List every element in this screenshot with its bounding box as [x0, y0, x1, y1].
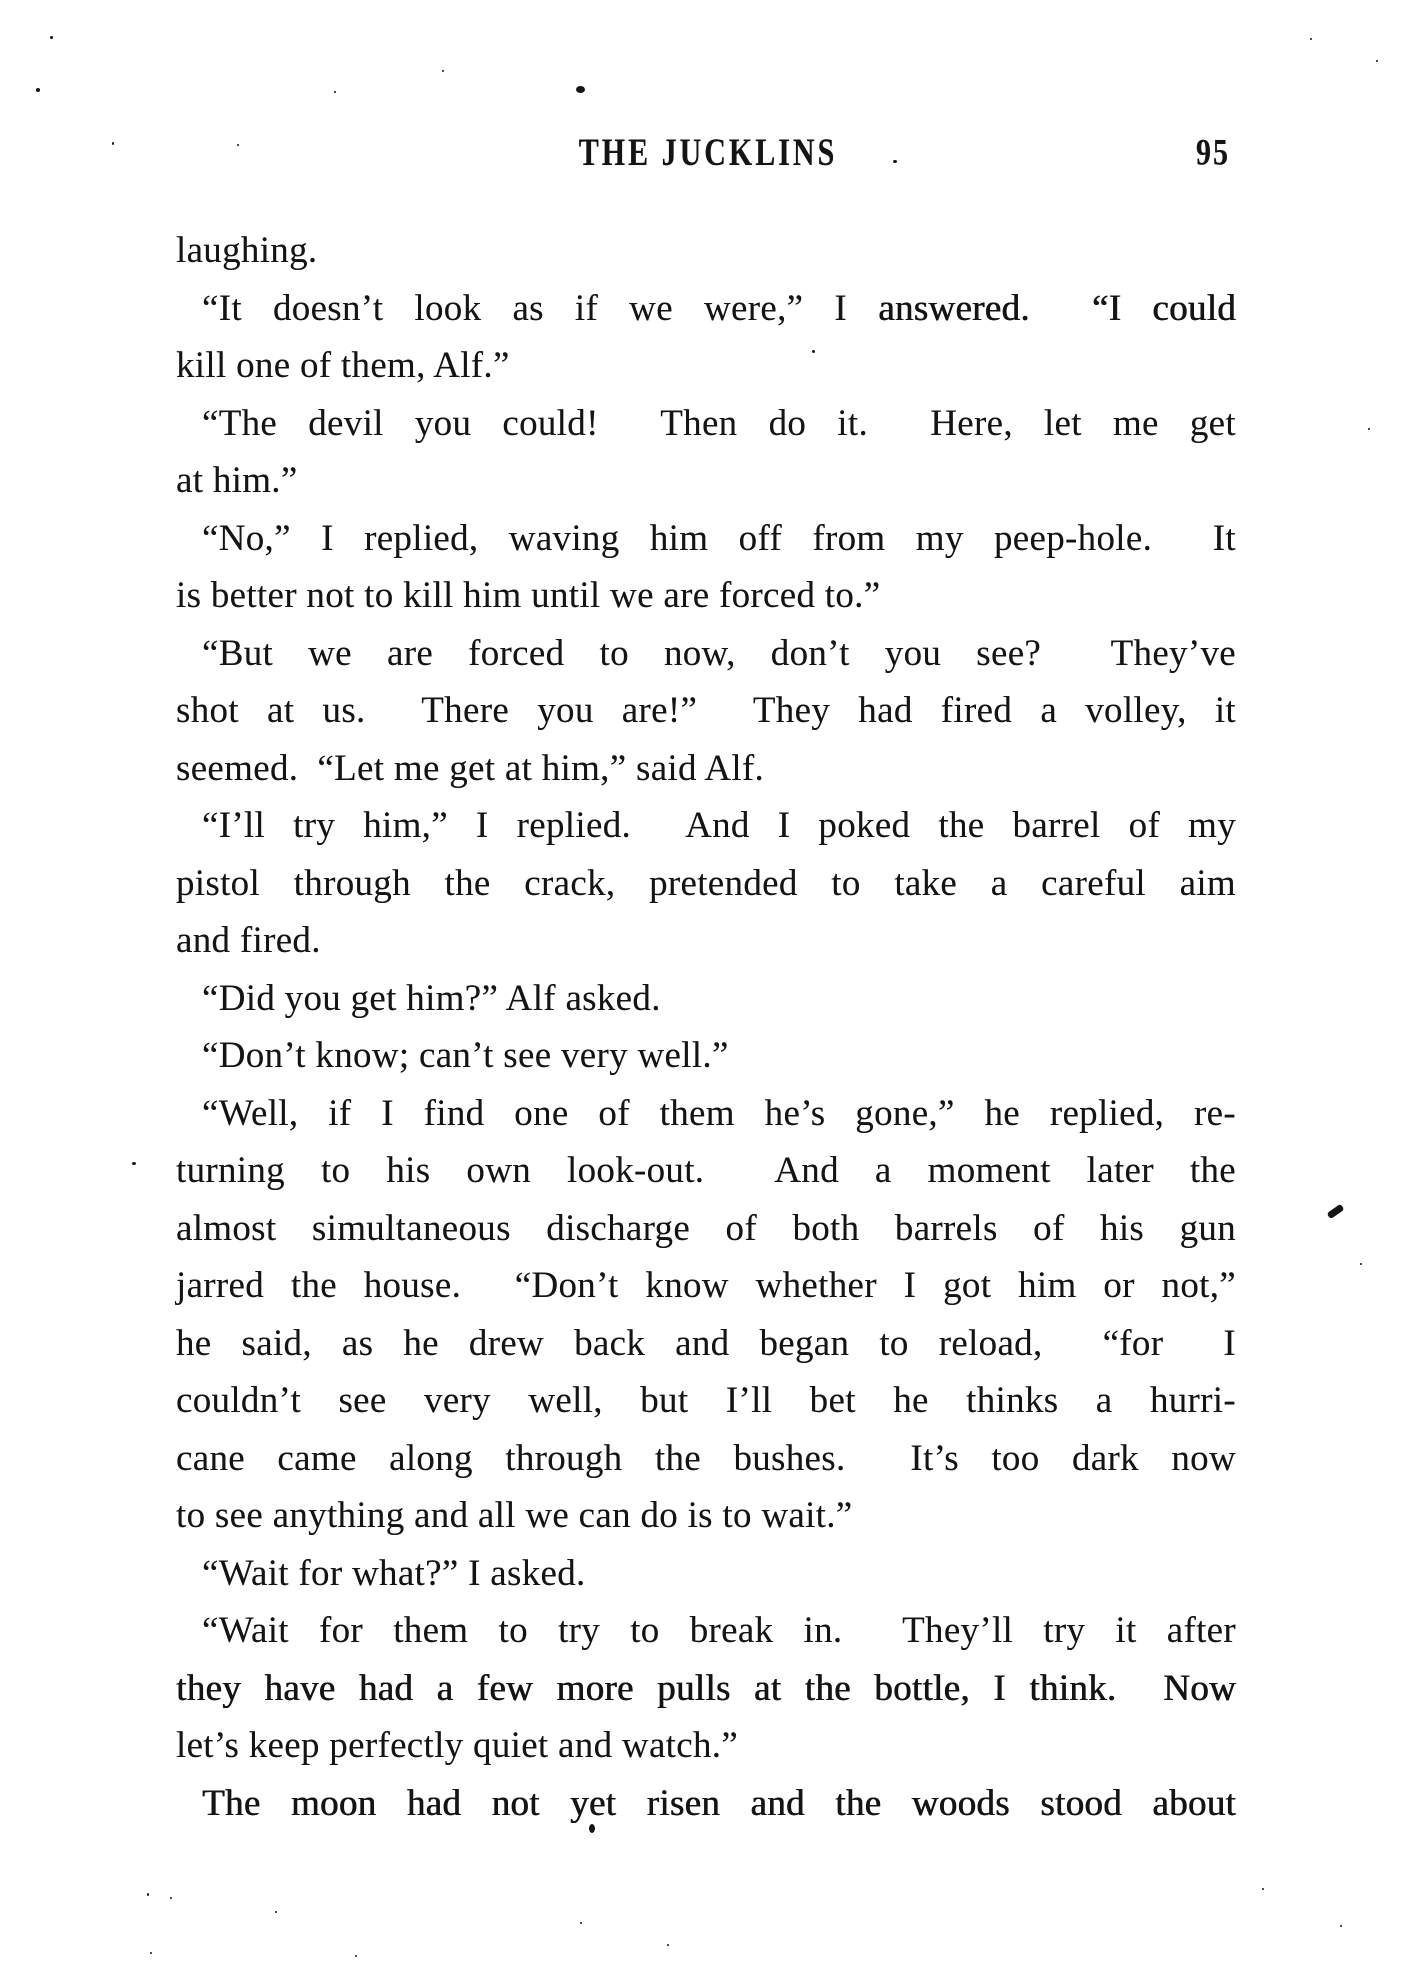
- text-line: they have had a few more pulls at the bottle, I think. Now: [176, 1667, 1236, 1709]
- text-line: “I’ll try him,” I replied. And I poked the barrel of my: [202, 805, 1236, 846]
- page-number: 95: [1196, 132, 1230, 174]
- ink-speck: [812, 350, 815, 353]
- text-line: seemed. “Let me get at him,” said Alf.: [176, 747, 765, 789]
- ink-speck: [442, 70, 444, 72]
- ink-speck: [112, 142, 114, 145]
- ink-speck: [132, 1162, 136, 1165]
- text-line: almost simultaneous discharge of both barrels of his gun: [176, 1207, 1236, 1249]
- text-line: “The devil you could! Then do it. Here, let me get: [202, 402, 1236, 444]
- text-block: [176, 222, 1236, 1832]
- ink-speck: [580, 1922, 582, 1924]
- text-line: “Don’t know; can’t see very well.”: [202, 1035, 729, 1076]
- text-line: couldn’t see very well, but I’ll bet he thinks a hurri-: [176, 1380, 1236, 1421]
- text-line: he said, as he drew back and began to reload, “for I: [176, 1322, 1236, 1364]
- text-line: and fired.: [176, 920, 321, 961]
- ink-speck: [1262, 1888, 1264, 1890]
- ink-speck: [50, 36, 53, 39]
- ink-speck: [1310, 38, 1312, 40]
- text-line: turning to his own look-out. And a moment later the: [176, 1150, 1236, 1191]
- running-head-title: THE JUCKLINS: [578, 131, 838, 174]
- ink-speck: [334, 91, 336, 93]
- text-line: let’s keep perfectly quiet and watch.”: [176, 1725, 739, 1766]
- ink-speck: [1376, 60, 1378, 62]
- text-line: “Well, if I find one of them he’s gone,” he replied, re-: [202, 1092, 1236, 1134]
- text-line: cane came along through the bushes. It’s too dark now: [176, 1437, 1236, 1479]
- ink-blotch: [589, 1824, 595, 1833]
- ink-speck: [170, 1897, 172, 1899]
- text-line: “Wait for what?” I asked.: [202, 1552, 586, 1594]
- text-line: pistol through the crack, pretended to take a careful aim: [176, 862, 1236, 904]
- text-line: [176, 280, 1236, 338]
- ink-speck: [275, 1911, 277, 1913]
- text-line: “Wait for them to try to break in. They’ll try it after: [202, 1610, 1236, 1651]
- text-line: The moon had not yet risen and the woods stood about: [202, 1782, 1236, 1824]
- ink-speck: [1368, 428, 1370, 430]
- text-line: laughing.: [176, 230, 318, 271]
- text-line: “But we are forced to now, don’t you see? They’ve: [202, 632, 1236, 674]
- text-line: kill one of them, Alf.”: [176, 345, 510, 386]
- text-segment: “It doesn’t look as if we were,” I: [202, 287, 879, 329]
- text-line: jarred the house. “Don’t know whether I got him or not,”: [176, 1265, 1236, 1306]
- ink-speck: [1360, 1263, 1362, 1265]
- text-line: at him.”: [176, 460, 298, 501]
- ink-speck: [1340, 1925, 1342, 1927]
- ink-speck: [667, 1944, 669, 1946]
- pen-tick-mark: [1327, 1204, 1345, 1219]
- ink-speck: [36, 88, 40, 92]
- ink-blotch: [576, 86, 585, 93]
- text-line: shot at us. There you are!” They had fired a volley, it: [176, 690, 1236, 731]
- ink-speck: [150, 1952, 152, 1954]
- ink-speck: [237, 144, 239, 146]
- text-line: to see anything and all we can do is to wait.”: [176, 1495, 853, 1536]
- text-segment: answered. “I could: [878, 287, 1236, 329]
- text-line: “No,” I replied, waving him off from my peep-hole. It: [202, 517, 1236, 559]
- text-line: “Did you get him?” Alf asked.: [202, 977, 661, 1019]
- ink-speck: [893, 160, 897, 163]
- text-line: is better not to kill him until we are forced to.”: [176, 575, 881, 616]
- ink-speck: [355, 1955, 357, 1957]
- ink-speck: [147, 1893, 149, 1896]
